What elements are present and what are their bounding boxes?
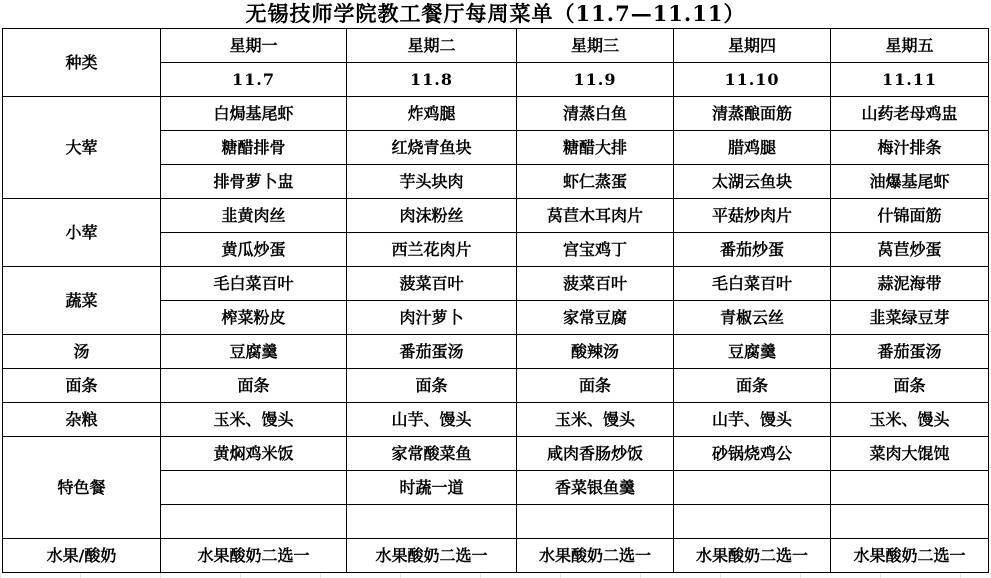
dish-cell: 菜肉大馄饨 [831,437,989,471]
dish-cell [674,471,831,505]
dish-cell: 家常豆腐 [517,301,674,335]
dish-cell: 山芋、馒头 [674,403,831,437]
dish-cell: 黄焖鸡米饭 [161,437,347,471]
date-header-cell: 11.11 [831,63,989,97]
dish-cell [674,505,831,539]
menu-row [3,437,989,471]
dish-cell: 番茄炒蛋 [674,233,831,267]
dish-cell: 家常酸菜鱼 [347,437,517,471]
date-header-cell: 11.9 [517,63,674,97]
dish-cell: 砂锅烧鸡公 [674,437,831,471]
dish-cell: 腊鸡腿 [674,131,831,165]
dish-cell [517,505,674,539]
category-cell: 汤 [3,335,161,369]
dish-cell: 水果酸奶二选一 [347,539,517,573]
category-cell: 蔬菜 [3,267,161,335]
category-cell: 杂粮 [3,403,161,437]
date-header-cell: 11.7 [161,63,347,97]
category-cell: 大荤 [3,97,161,199]
dish-cell: 虾仁蒸蛋 [517,165,674,199]
dish-cell: 什锦面筋 [831,199,989,233]
dish-cell: 炸鸡腿 [347,97,517,131]
dish-cell: 菠菜百叶 [517,267,674,301]
dish-cell [831,471,989,505]
dish-cell: 咸肉香肠炒饭 [517,437,674,471]
menu-row [3,97,989,131]
dish-cell: 玉米、馒头 [831,403,989,437]
dish-cell: 油爆基尾虾 [831,165,989,199]
dish-cell: 西兰花肉片 [347,233,517,267]
dish-cell: 玉米、馒头 [161,403,347,437]
dish-cell: 太湖云鱼块 [674,165,831,199]
date-header-cell: 11.8 [347,63,517,97]
dish-cell: 时蔬一道 [347,471,517,505]
dish-cell: 肉沫粉丝 [347,199,517,233]
menu-row [3,199,989,233]
menu-row [3,335,989,369]
dish-cell [831,505,989,539]
dish-cell: 豆腐羹 [674,335,831,369]
day-header-cell: 星期四 [674,29,831,63]
day-header-cell: 星期五 [831,29,989,63]
dish-cell: 宫宝鸡丁 [517,233,674,267]
dish-cell: 山芋、馒头 [347,403,517,437]
dish-cell: 肉汁萝卜 [347,301,517,335]
menu-row [3,403,989,437]
dish-cell: 排骨萝卜盅 [161,165,347,199]
dish-cell: 面条 [347,369,517,403]
dish-cell: 榨菜粉皮 [161,301,347,335]
dish-cell: 韭黄肉丝 [161,199,347,233]
dish-cell: 平菇炒肉片 [674,199,831,233]
dish-cell: 莴苣木耳肉片 [517,199,674,233]
dish-cell: 白焗基尾虾 [161,97,347,131]
dish-cell: 水果酸奶二选一 [674,539,831,573]
dish-cell: 豆腐羹 [161,335,347,369]
category-cell: 水果/酸奶 [3,539,161,573]
dish-cell: 水果酸奶二选一 [831,539,989,573]
dish-cell: 山药老母鸡盅 [831,97,989,131]
dish-cell: 玉米、馒头 [517,403,674,437]
date-header-cell: 11.10 [674,63,831,97]
dish-cell: 菠菜百叶 [347,267,517,301]
dish-cell: 番茄蛋汤 [347,335,517,369]
sheet-grid-remnant [0,573,991,578]
dish-cell: 酸辣汤 [517,335,674,369]
day-header-cell: 星期二 [347,29,517,63]
dish-cell: 黄瓜炒蛋 [161,233,347,267]
dish-cell: 糖醋排骨 [161,131,347,165]
menu-table-body [3,29,989,573]
dish-cell: 糖醋大排 [517,131,674,165]
dish-cell [347,505,517,539]
dish-cell: 清蒸酿面筋 [674,97,831,131]
dish-cell [161,505,347,539]
dish-cell: 水果酸奶二选一 [517,539,674,573]
dish-cell: 梅汁排条 [831,131,989,165]
page-title: 无锡技师学院教工餐厅每周菜单（11.7—11.11） [245,1,746,26]
day-header-cell: 星期三 [517,29,674,63]
category-cell: 特色餐 [3,437,161,539]
menu-row [3,369,989,403]
header-row-days [3,29,989,63]
dish-cell: 番茄蛋汤 [831,335,989,369]
dish-cell [161,471,347,505]
category-cell: 小荤 [3,199,161,267]
weekly-menu-table [2,28,989,573]
dish-cell: 毛白菜百叶 [161,267,347,301]
dish-cell: 面条 [674,369,831,403]
dish-cell: 芋头块肉 [347,165,517,199]
dish-cell: 红烧青鱼块 [347,131,517,165]
dish-cell: 面条 [831,369,989,403]
menu-row [3,539,989,573]
dish-cell: 蒜泥海带 [831,267,989,301]
dish-cell: 青椒云丝 [674,301,831,335]
dish-cell: 面条 [161,369,347,403]
dish-cell: 清蒸白鱼 [517,97,674,131]
dish-cell: 毛白菜百叶 [674,267,831,301]
dish-cell: 面条 [517,369,674,403]
day-header-cell: 星期一 [161,29,347,63]
category-header-cell: 种类 [3,29,161,97]
dish-cell: 韭菜绿豆芽 [831,301,989,335]
dish-cell: 香菜银鱼羹 [517,471,674,505]
dish-cell: 莴苣炒蛋 [831,233,989,267]
menu-row [3,267,989,301]
dish-cell: 水果酸奶二选一 [161,539,347,573]
category-cell: 面条 [3,369,161,403]
